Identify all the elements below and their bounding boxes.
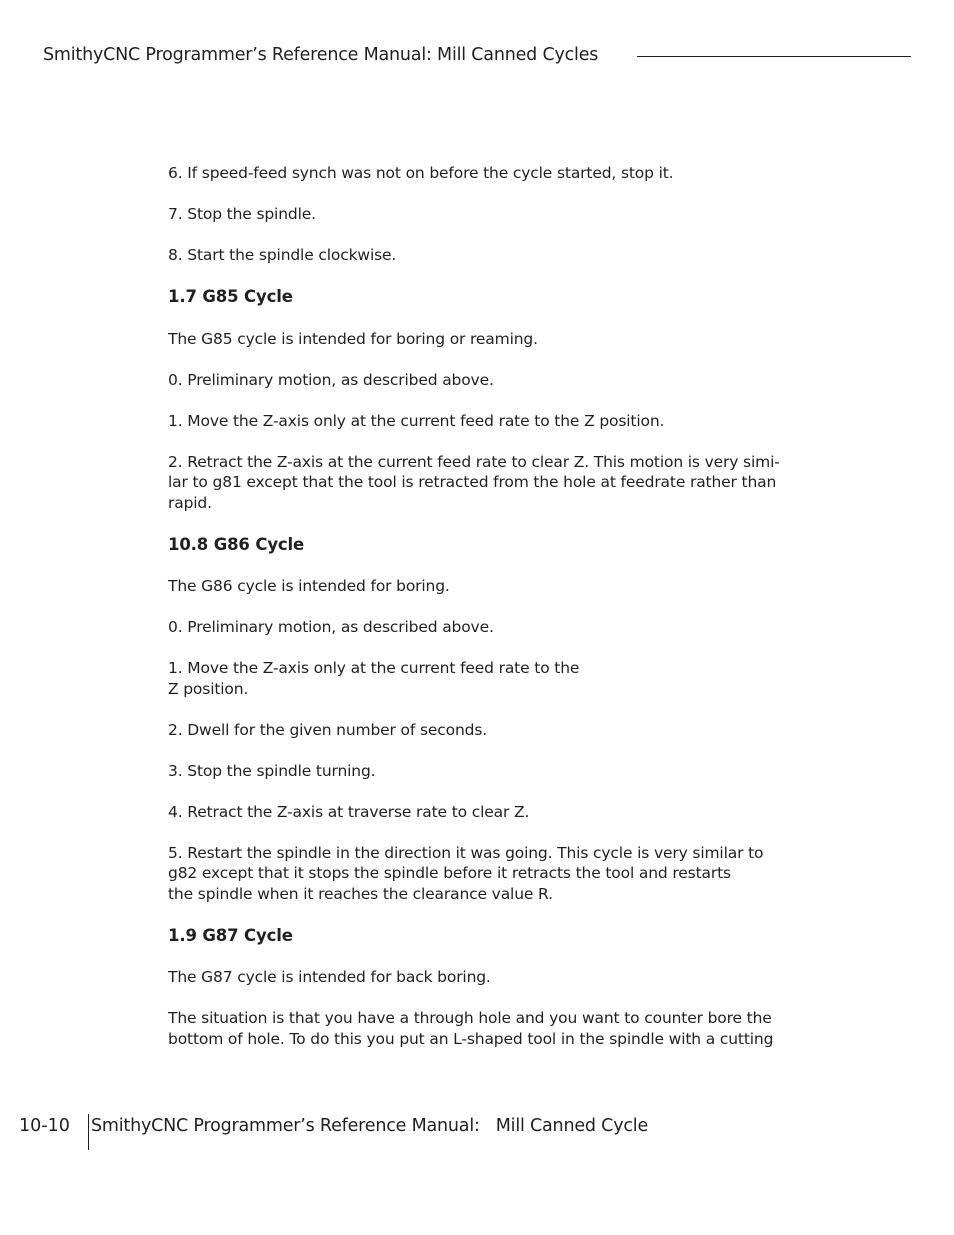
g86-step-5-line: 5. Restart the spindle in the direction it was going. This cycle is very similar to xyxy=(168,843,764,862)
header-rule xyxy=(637,56,911,57)
g87-heading: 1.9 G87 Cycle xyxy=(168,925,293,945)
g85-step-2-line: lar to g81 except that the tool is retracted from the hole at feedrate rather than xyxy=(168,473,777,491)
g86-step-1-line: 1. Move the Z-axis only at the current feed rate to the xyxy=(168,659,580,677)
step-8: 8. Start the spindle clockwise. xyxy=(168,246,397,264)
g87-paragraph xyxy=(168,1008,788,1049)
step-7: 7. Stop the spindle. xyxy=(168,205,316,223)
page-body xyxy=(168,163,788,1070)
g85-step-2 xyxy=(168,452,788,514)
g85-step-1: 1. Move the Z-axis only at the current feed rate to the Z position. xyxy=(168,411,665,430)
running-header-title: SmithyCNC Programmer’s Reference Manual: Mill Canned Cycles xyxy=(43,45,599,65)
g86-step-2: 2. Dwell for the given number of seconds. xyxy=(168,720,488,739)
g86-step-1-line: Z position. xyxy=(168,679,249,698)
g87-paragraph-line: bottom of hole. To do this you put an L-shaped tool in the spindle with a cutting xyxy=(168,1029,774,1048)
g85-heading: 1.7 G85 Cycle xyxy=(168,287,293,306)
step-6: 6. If speed-feed synch was not on before the cycle started, stop it. xyxy=(168,164,674,182)
g86-heading: 10.8 G86 Cycle xyxy=(168,534,305,554)
g85-intro: The G85 cycle is intended for boring or reaming. xyxy=(168,329,538,348)
g86-intro: The G86 cycle is intended for boring. xyxy=(168,577,450,595)
g87-paragraph-line: The situation is that you have a through hole and you want to counter bore the xyxy=(168,1009,772,1027)
g86-step-5 xyxy=(168,843,788,905)
g85-step-2-line: 2. Retract the Z-axis at the current feed rate to clear Z. This motion is very simi- xyxy=(168,452,780,471)
footer-divider xyxy=(88,1114,89,1150)
footer-page-number: 10-10 xyxy=(19,1116,70,1136)
g86-step-5-line: the spindle when it reaches the clearance value R. xyxy=(168,884,553,903)
g85-step-0: 0. Preliminary motion, as described above. xyxy=(168,370,494,389)
g86-step-3: 3. Stop the spindle turning. xyxy=(168,761,376,780)
footer-title: SmithyCNC Programmer’s Reference Manual: Mill Canned Cycle xyxy=(91,1116,649,1136)
g86-step-5-line: g82 except that it stops the spindle before it retracts the tool and restarts xyxy=(168,864,731,882)
g86-step-0: 0. Preliminary motion, as described above. xyxy=(168,618,494,636)
g85-step-2-line: rapid. xyxy=(168,493,212,512)
g87-intro: The G87 cycle is intended for back boring. xyxy=(168,968,491,986)
g86-step-1 xyxy=(168,658,788,699)
g86-step-4: 4. Retract the Z-axis at traverse rate to clear Z. xyxy=(168,802,530,821)
